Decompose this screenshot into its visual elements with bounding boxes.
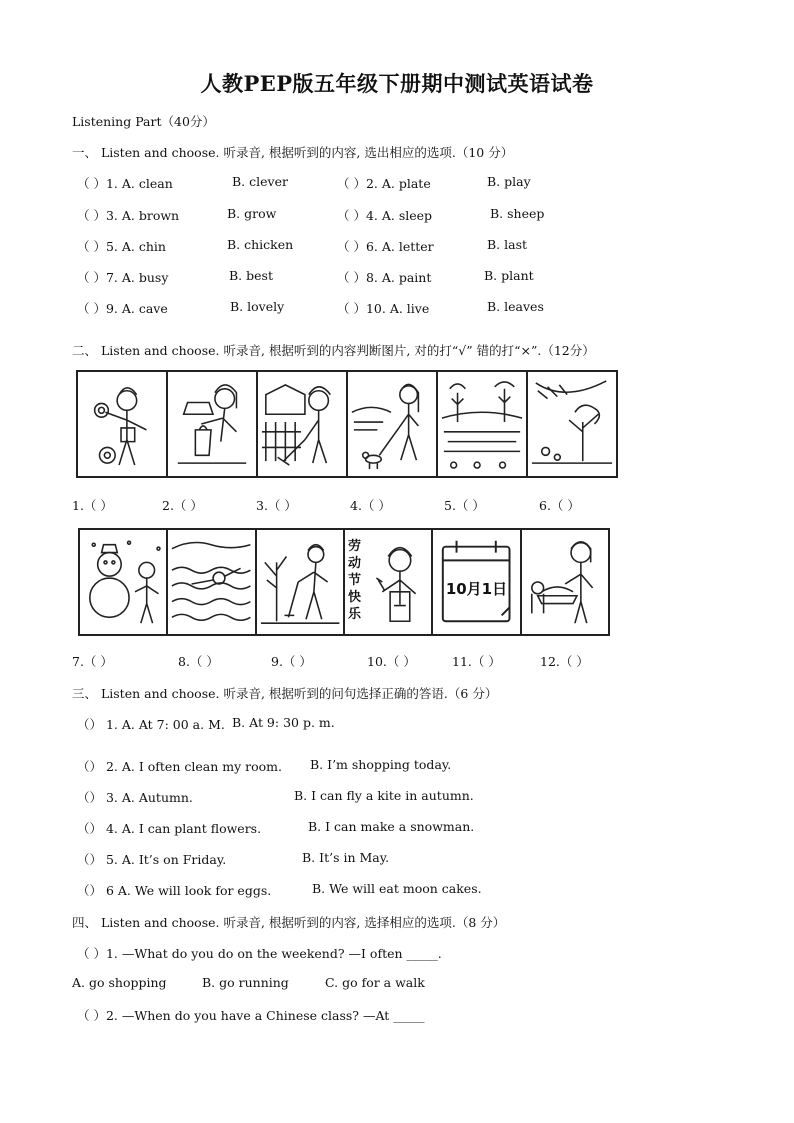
labor-day-char: 动: [347, 556, 361, 571]
picture-1: [78, 372, 168, 476]
question-left: （ ）9. A. cave: [77, 301, 168, 316]
answer-label: 2.（ ）: [162, 498, 203, 513]
answer-label: 5.（ ）: [444, 498, 485, 513]
section1-heading: 一、 Listen and choose. 听录音, 根据听到的内容, 选出相应的选项.（10 分）: [72, 145, 514, 160]
labor-day-char: 快: [347, 590, 361, 605]
picture-10: [345, 530, 433, 634]
answer-label: 10.（ ）: [367, 654, 416, 669]
option-b-right: B. plant: [484, 268, 534, 283]
girl-walking-dog-illustration: [348, 372, 436, 476]
answer-label: 4.（ ）: [350, 498, 391, 513]
question-left: （ ）5. A. chin: [77, 239, 166, 254]
question-right: （ ）4. A. sleep: [337, 208, 433, 223]
picture-5: [438, 372, 528, 476]
option-b-right: B. last: [487, 237, 528, 252]
autumn-tree-illustration: [528, 372, 616, 476]
swimming-illustration: [168, 530, 254, 634]
option-b: B. I’m shopping today.: [310, 757, 452, 772]
planting-trees-illustration: [257, 530, 343, 634]
answer-label: 11.（ ）: [452, 654, 501, 669]
answer-label: 7.（ ）: [72, 654, 113, 669]
girl-exercising-illustration: [78, 372, 166, 476]
page-title: 人教PEP版五年级下册期中测试英语试卷: [200, 71, 594, 96]
option-b-right: B. play: [487, 174, 531, 189]
option-b-right: B. leaves: [487, 299, 544, 314]
option-b: B. I can make a snowman.: [308, 819, 475, 834]
answer-label: 1.（ ）: [72, 498, 113, 513]
picture-9: [257, 530, 345, 634]
option-b: B. It’s in May.: [302, 850, 390, 865]
option-b-left: B. clever: [232, 174, 288, 189]
option-a: （） 5. A. It’s on Friday.: [77, 852, 227, 867]
snowman-illustration: [80, 530, 166, 634]
question-left: （ ）7. A. busy: [77, 270, 169, 285]
labor-day-char: 节: [347, 573, 361, 588]
question-right: （ ）2. A. plate: [337, 176, 431, 191]
picture-12: [522, 530, 608, 634]
picture-11: [433, 530, 521, 634]
option-b: B. I can fly a kite in autumn.: [294, 788, 474, 803]
option-a: （） 6 A. We will look for eggs.: [77, 883, 272, 898]
picture-3: [258, 372, 348, 476]
section4-question-1: （ ）1. —What do you do on the weekend? —I often _____.: [77, 946, 442, 961]
question-right: （ ）10. A. live: [337, 301, 430, 316]
answer-label: 9.（ ）: [271, 654, 312, 669]
listening-part-label: Listening Part（40分）: [72, 114, 215, 129]
question-right: （ ）8. A. paint: [337, 270, 432, 285]
picture-4: [348, 372, 438, 476]
question-left: （ ）3. A. brown: [77, 208, 180, 223]
calendar-date: 10月1日: [445, 580, 508, 598]
option-c: C. go for a walk: [325, 975, 425, 990]
answer-label: 3.（ ）: [256, 498, 297, 513]
labor-day-char: 乐: [347, 607, 361, 622]
picture-6: [528, 372, 616, 476]
option-b-left: B. chicken: [227, 237, 294, 252]
picture-8: [168, 530, 256, 634]
option-a: （） 2. A. I often clean my room.: [77, 759, 282, 774]
option-a: （） 3. A. Autumn.: [77, 790, 193, 805]
labor-day-char: 劳: [347, 539, 361, 554]
picture-7: [80, 530, 168, 634]
answer-label: 6.（ ）: [539, 498, 580, 513]
option-b: B. At 9: 30 p. m.: [232, 715, 335, 730]
spring-park-illustration: [438, 372, 526, 476]
answer-label: 12.（ ）: [540, 654, 589, 669]
girl-shopping-illustration: [168, 372, 256, 476]
section4-question-2: （ ）2. —When do you have a Chinese class? —At _____: [77, 1008, 425, 1023]
question-right: （ ）6. A. letter: [337, 239, 434, 254]
section4-heading: 四、 Listen and choose. 听录音, 根据听到的内容, 选择相应的选项.（8 分）: [72, 915, 506, 930]
option-a: （） 1. A. At 7: 00 a. M.: [77, 717, 225, 732]
picture-strip-2: [78, 528, 610, 636]
option-b: B. go running: [202, 975, 289, 990]
option-b-left: B. lovely: [230, 299, 285, 314]
option-a: A. go shopping: [72, 975, 167, 990]
picture-2: [168, 372, 258, 476]
option-b-left: B. grow: [227, 206, 277, 221]
girl-sweeping-illustration: [258, 372, 346, 476]
option-b: B. We will eat moon cakes.: [312, 881, 482, 896]
option-a: （） 4. A. I can plant flowers.: [77, 821, 262, 836]
section2-heading: 二、 Listen and choose. 听录音, 根据听到的内容判断图片, 对的打“√” 错的打“×”.（12分）: [72, 343, 595, 358]
labor-day-text: [348, 538, 361, 623]
option-b-left: B. best: [229, 268, 273, 283]
question-left: （ ）1. A. clean: [77, 176, 173, 191]
picture-strip-1: [76, 370, 618, 478]
family-dinner-illustration: [522, 530, 608, 634]
answer-label: 8.（ ）: [178, 654, 219, 669]
section3-heading: 三、 Listen and choose. 听录音, 根据听到的问句选择正确的答语.（6 分）: [72, 686, 498, 701]
option-b-right: B. sheep: [490, 206, 545, 221]
